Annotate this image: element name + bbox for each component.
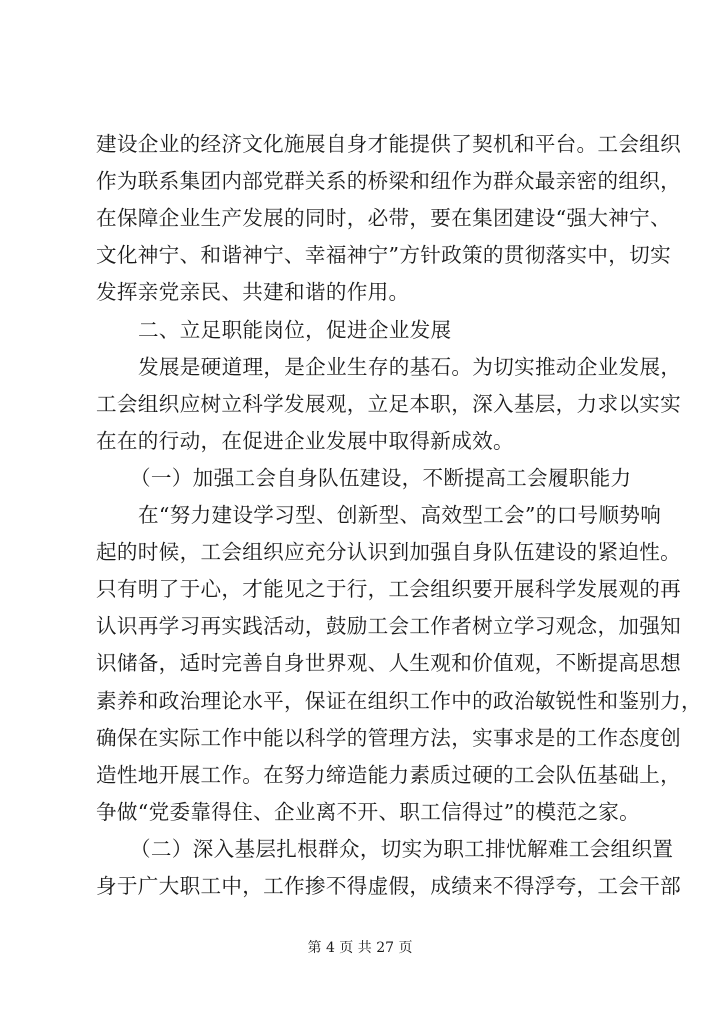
body-text-line: 起的时候，工会组织应充分认识到加强自身队伍建设的紧迫性。 bbox=[96, 540, 682, 565]
body-text-line: 确保在实际工作中能以科学的管理方法，实事求是的工作态度创 bbox=[96, 725, 682, 750]
subsection-heading: （二）深入基层扎根群众，切实为职工排忧解难工会组织置 bbox=[130, 836, 674, 861]
body-text-line: 身于广大职工中，工作掺不得虚假，成绩来不得浮夸，工会干部 bbox=[96, 874, 682, 898]
body-text-line: 作为联系集团内部党群关系的桥梁和纽作为群众最亲密的组织， bbox=[96, 169, 682, 194]
body-text-line: 工会组织应树立科学发展观，立足本职，深入基层，力求以实实 bbox=[96, 391, 682, 416]
body-text-line: 识储备，适时完善自身世界观、人生观和价值观，不断提高思想 bbox=[96, 651, 682, 676]
subsection-heading: （一）加强工会自身队伍建设，不断提高工会履职能力 bbox=[130, 465, 632, 490]
body-text-line: 造性地开展工作。在努力缔造能力素质过硬的工会队伍基础上， bbox=[96, 762, 682, 787]
body-text-line: 在保障企业生产发展的同时，必带，要在集团建设“强大神宁、 bbox=[96, 206, 671, 231]
body-text-line: 文化神宁、和谐神宁、幸福神宁”方针政策的贯彻落实中，切实 bbox=[96, 243, 671, 268]
body-text-line: 争做“党委靠得住、企业离不开、职工信得过”的模范之家。 bbox=[96, 799, 640, 824]
body-text-line: 在“努力建设学习型、创新型、高效型工会”的口号顺势响 bbox=[138, 503, 662, 527]
section-heading: 二、立足职能岗位，促进企业发展 bbox=[138, 317, 452, 342]
body-text-line: 发展是硬道理，是企业生存的基石。为切实推动企业发展， bbox=[138, 354, 682, 379]
body-text-line: 认识再学习再实践活动，鼓励工会工作者树立学习观念，加强知 bbox=[96, 614, 682, 639]
body-text-line: 在在的行动，在促进企业发展中取得新成效。 bbox=[96, 428, 514, 453]
body-text-line: 只有明了于心，才能见之于行，工会组织要开展科学发展观的再 bbox=[96, 577, 682, 602]
page-number-footer: 第 4 页 共 27 页 bbox=[307, 940, 413, 956]
body-text-line: 发挥亲党亲民、共建和谐的作用。 bbox=[96, 280, 410, 305]
body-text-line: 建设企业的经济文化施展自身才能提供了契机和平台。工会组织 bbox=[96, 132, 682, 156]
body-text-line: 素养和政治理论水平，保证在组织工作中的政治敏锐性和鉴别力， bbox=[96, 688, 702, 713]
